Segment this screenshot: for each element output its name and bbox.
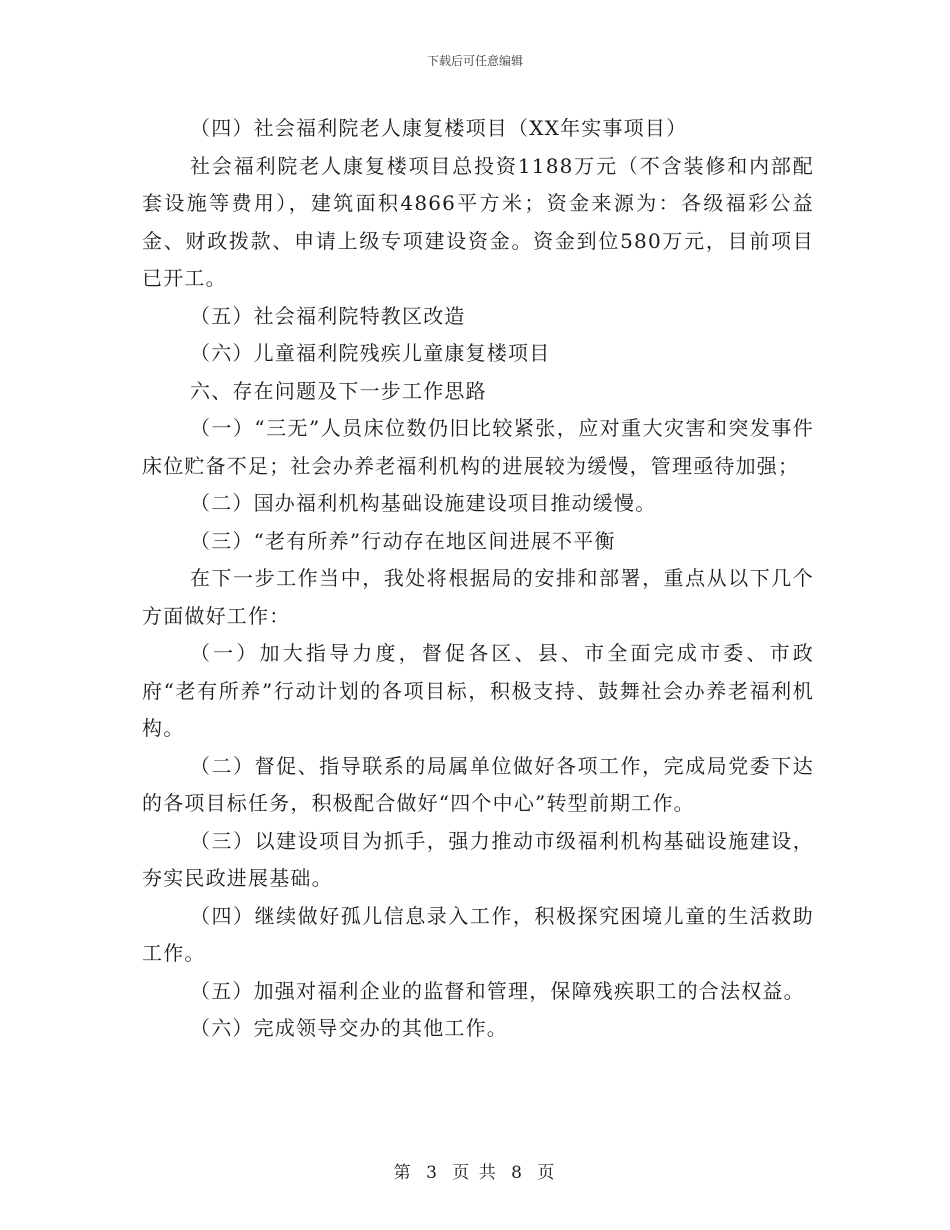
paragraph-problem-2: （二）国办福利机构基础设施建设项目推动缓慢。: [190, 491, 657, 515]
document-body: [142, 110, 814, 1048]
footer-middle: 页 共: [452, 1163, 498, 1183]
paragraph-step-3: （三）以建设项目为抓手，强力推动市级福利机构基础设施建设，夯实民政进展基础。: [142, 828, 814, 890]
paragraph-step-2: （二）督促、指导联系的局属单位做好各项工作，完成局党委下达的各项目标任务，积极配合做好“四个中心”转型前期工作。: [142, 753, 814, 815]
paragraph-step-6: （六）完成领导交办的其他工作。: [190, 1016, 508, 1040]
paragraph-step-4: （四）继续做好孤儿信息录入工作，积极探究困境儿童的生活救助工作。: [142, 903, 814, 965]
paragraph-section-4-detail: 社会福利院老人康复楼项目总投资1188万元（不含装修和内部配套设施等费用），建筑面积4866平方米；资金来源为：各级福彩公益金、财政拨款、申请上级专项建设资金。资金到位580万元，目前项目已开工。: [142, 153, 814, 290]
page-footer: [0, 1158, 950, 1183]
page-header: 下载后可任意编辑: [426, 54, 523, 68]
paragraph-step-5: （五）加强对福利企业的监督和管理，保障残疾职工的合法权益。: [190, 978, 805, 1003]
paragraph-section-6-heading: （六）儿童福利院残疾儿童康复楼项目: [190, 341, 551, 365]
paragraph-problem-3: （三）“老有所养”行动存在地区间进展不平衡: [190, 528, 616, 553]
paragraph-step-1: （一）加大指导力度，督促各区、县、市全面完成市委、市政府“老有所养”行动计划的各项目标，积极支持、鼓舞社会办养老福利机构。: [142, 641, 814, 740]
paragraph-section-4-heading: （四）社会福利院老人康复楼项目（XX年实事项目）: [190, 116, 688, 140]
footer-page-number: 3: [426, 1163, 439, 1183]
paragraph-section-5-heading: （五）社会福利院特教区改造: [190, 303, 466, 328]
footer-total-pages: 8: [511, 1163, 524, 1183]
footer-prefix: 第: [393, 1163, 413, 1183]
footer-suffix: 页: [537, 1163, 557, 1183]
paragraph-problem-1: （一）“三无”人员床位数仍旧比较紧张，应对重大灾害和突发事件床位贮备不足；社会办养老福利机构的进展较为缓慢，管理亟待加强；: [142, 416, 814, 478]
paragraph-next-steps-intro: 在下一步工作当中，我处将根据局的安排和部署，重点从以下几个方面做好工作：: [142, 566, 814, 628]
paragraph-problems-heading: 六、存在问题及下一步工作思路: [190, 378, 487, 403]
